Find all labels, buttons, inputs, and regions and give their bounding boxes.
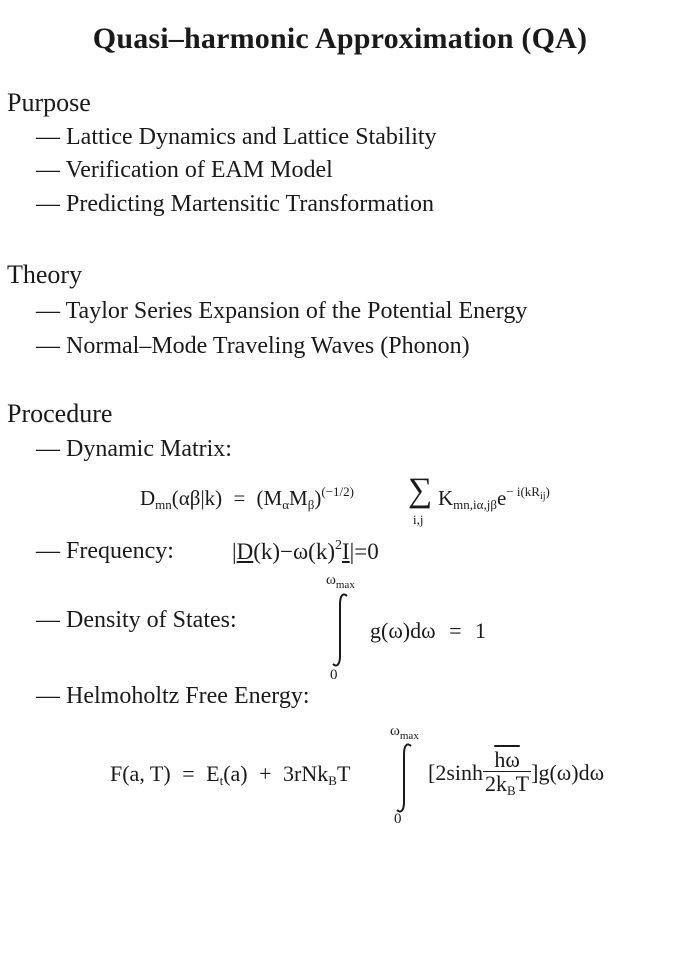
theory-item: — Taylor Series Expansion of the Potential Energy xyxy=(36,298,528,324)
summation-sign: ∑ xyxy=(408,472,433,509)
dos-upper-limit: $\omega_{max}$ xyxy=(326,572,355,591)
integral-sign xyxy=(328,592,352,668)
free-energy-upper-limit: $\omega_{max}$ xyxy=(390,723,419,742)
procedure-item-free-energy: — Helmoholtz Free Energy: xyxy=(36,683,310,709)
theory-item: — Normal–Mode Traveling Waves (Phonon) xyxy=(36,333,470,359)
free-energy-lhs: F(a, $T) = E_t(a) + 3rNk_BT$ xyxy=(110,761,351,788)
theory-heading: Theory xyxy=(7,260,83,289)
hbar-fraction: $\frac{\overline{h\omega}}{2k_BT}$ xyxy=(485,747,530,799)
page-title: Quasi–harmonic Approximation (QA) xyxy=(92,22,588,55)
dynamic-matrix-equation: $D_{mn}(\alpha\beta|k) = (M_\alpha M_\beta)^{(-1/2)}$ xyxy=(140,484,354,512)
purpose-item: — Lattice Dynamics and Lattice Stability xyxy=(36,124,437,150)
sum-index: i,j xyxy=(413,512,424,527)
frequency-equation: $|D(k)-\omega(k)^2I|=0$ xyxy=(232,538,379,564)
free-energy-lower-limit: 0 xyxy=(394,811,402,827)
dos-integrand: g(ω)dω = 1 xyxy=(370,618,487,643)
procedure-item-frequency: — Frequency: xyxy=(36,538,174,564)
dynamic-matrix-rhs: $K_{mn,i\alpha,j\beta}e^{- i(kR_{ij})}$ xyxy=(438,484,550,512)
procedure-item-density-of-states: — Density of States: xyxy=(36,607,237,633)
free-energy-integrand: [2sinh $\frac{\overline{h\omega}}{2k_BT}$ ]g(ω)dω xyxy=(428,747,605,799)
purpose-item: — Verification of EAM Model xyxy=(36,157,333,183)
procedure-heading: Procedure xyxy=(7,399,113,428)
integral-sign xyxy=(392,742,416,814)
purpose-heading: Purpose xyxy=(7,88,91,117)
purpose-item: — Predicting Martensitic Transformation xyxy=(36,191,434,217)
dos-lower-limit: 0 xyxy=(330,667,338,683)
procedure-item-dynamic-matrix: — Dynamic Matrix: xyxy=(36,436,232,462)
